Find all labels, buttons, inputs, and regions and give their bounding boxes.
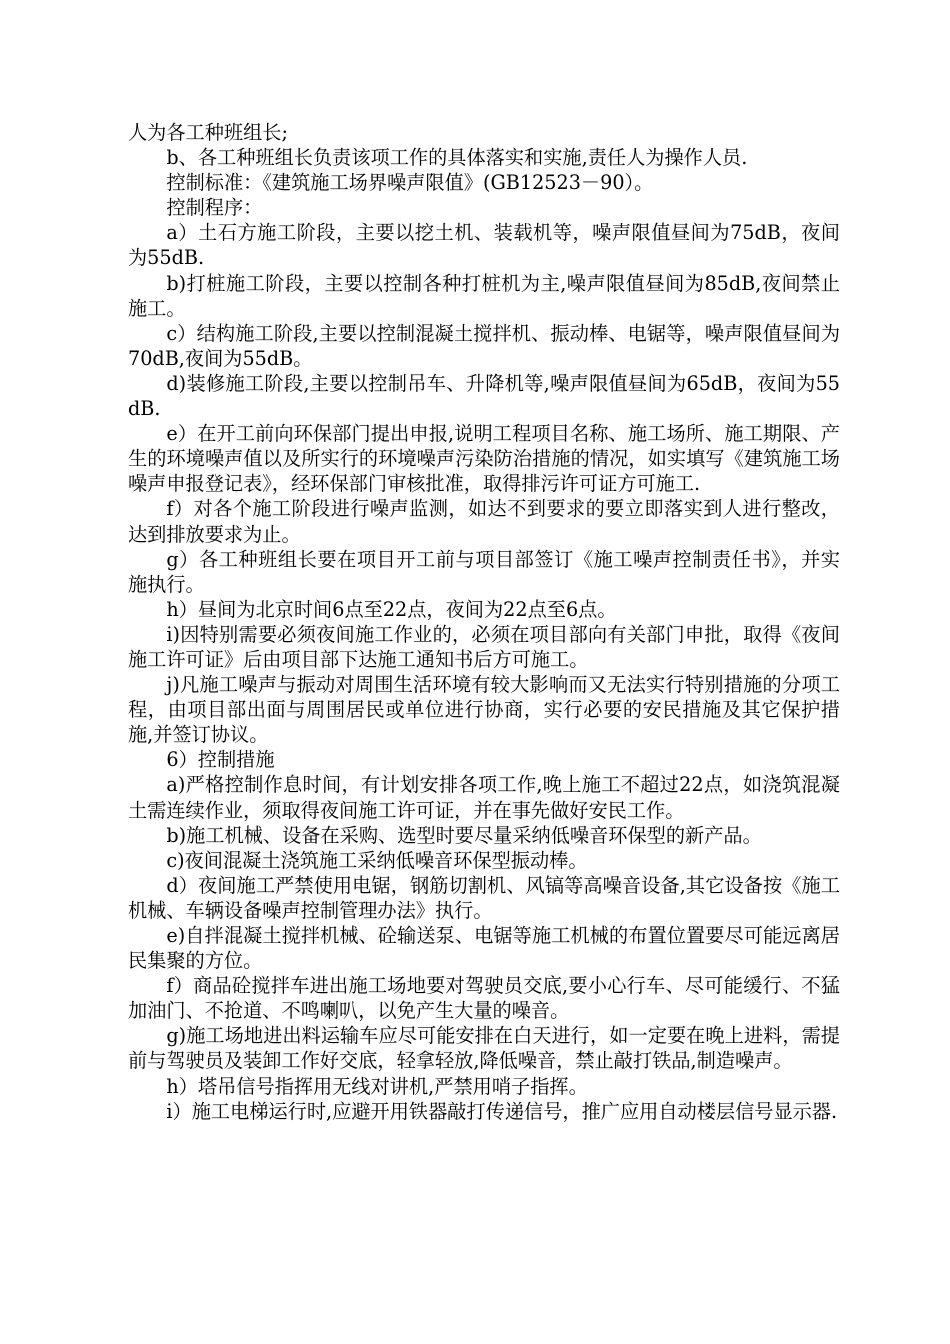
- paragraph-control-standard: 控制标准：《建筑施工场界噪声限值》(GB12523－90）。: [166, 171, 654, 195]
- paragraph-procedure-h: h）昼间为北京时间6点至22点，夜间为22点至6点。: [166, 597, 617, 621]
- paragraph-procedure-c: c）结构施工阶段,主要以控制混凝土搅拌机、振动棒、电锯等，噪声限值昼间为70dB,夜间为55dB。: [128, 321, 840, 370]
- paragraph-measure-a: a)严格控制作息时间，有计划安排各项工作,晚上施工不超过22点，如浇筑混凝土需连续作业，须取得夜间施工许可证，并在事先做好安民工作。: [128, 773, 840, 822]
- paragraph-procedure-e: e）在开工前向环保部门提出申报,说明工程项目名称、施工场所、施工期限、产生的环境噪声值以及所实行的环境噪声污染防治措施的情况，如实填写《建筑施工场噪声申报登记表》，经环保部门审核批准，取得排污许可证方可施工.: [128, 422, 840, 496]
- paragraph-procedure-a: a）土石方施工阶段，主要以挖土机、装载机等，噪声限值昼间为75dB，夜间为55dB.: [128, 221, 840, 270]
- paragraph-measure-e: e)自拌混凝土搅拌机械、砼输送泵、电锯等施工机械的布置位置要尽可能远离居民集聚的方位。: [128, 924, 840, 973]
- paragraph-measure-h: h）塔吊信号指挥用无线对讲机,严禁用哨子指挥。: [166, 1074, 588, 1098]
- paragraph-measure-c: c)夜间混凝土浇筑施工采纳低噪音环保型振动棒。: [166, 848, 588, 872]
- paragraph-measure-d: d）夜间施工严禁使用电锯，钢筋切割机、风镐等高噪音设备,其它设备按《施工机械、车辆设备噪声控制管理办法》执行。: [128, 873, 840, 922]
- paragraph-procedure-i: i)因特别需要必须夜间施工作业的，必须在项目部向有关部门申批，取得《夜间施工许可证》后由项目部下达施工通知书后方可施工。: [128, 622, 840, 671]
- paragraph-b-responsibility: b、各工种班组长负责该项工作的具体落实和实施,责任人为操作人员.: [166, 146, 748, 170]
- paragraph-continuation: 人为各工种班组长;: [128, 121, 288, 144]
- paragraph-procedure-f: f）对各个施工阶段进行噪声监测，如达不到要求的要立即落实到人进行整改，达到排放要求为止。: [128, 497, 840, 546]
- paragraph-procedure-j: j)凡施工噪声与振动对周围生活环境有较大影响而又无法实行特别措施的分项工程，由项目部出面与周围居民或单位进行协商，实行必要的安民措施及其它保护措施,并签订协议。: [128, 673, 840, 747]
- section-heading-control-measures: 6）控制措施: [166, 748, 275, 772]
- paragraph-procedure-b: b)打桩施工阶段，主要以控制各种打桩机为主,噪声限值昼间为85dB,夜间禁止施工。: [128, 271, 840, 320]
- paragraph-control-procedure: 控制程序：: [166, 196, 263, 220]
- paragraph-measure-i: i）施工电梯运行时,应避开用铁器敲打传递信号，推广应用自动楼层信号显示器.: [166, 1099, 838, 1123]
- paragraph-measure-g: g)施工场地进出料运输车应尽可能安排在白天进行，如一定要在晚上进料，需提前与驾驶员及装卸工作好交底，轻拿轻放,降低噪音，禁止敲打铁品,制造噪声。: [128, 1024, 840, 1073]
- paragraph-procedure-d: d)装修施工阶段,主要以控制吊车、升降机等,噪声限值昼间为65dB，夜间为55dB.: [128, 371, 840, 421]
- document-body: [128, 120, 840, 1124]
- paragraph-measure-b: b)施工机械、设备在采购、选型时要尽量采纳低噪音环保型的新产品。: [166, 823, 762, 847]
- paragraph-procedure-g: g）各工种班组长要在项目开工前与项目部签订《施工噪声控制责任书》，并实施执行。: [128, 547, 840, 596]
- paragraph-measure-f: f）商品砼搅拌车进出施工场地要对驾驶员交底,要小心行车、尽可能缓行、不猛加油门、不抢道、不鸣喇叭，以免产生大量的噪音。: [128, 974, 840, 1023]
